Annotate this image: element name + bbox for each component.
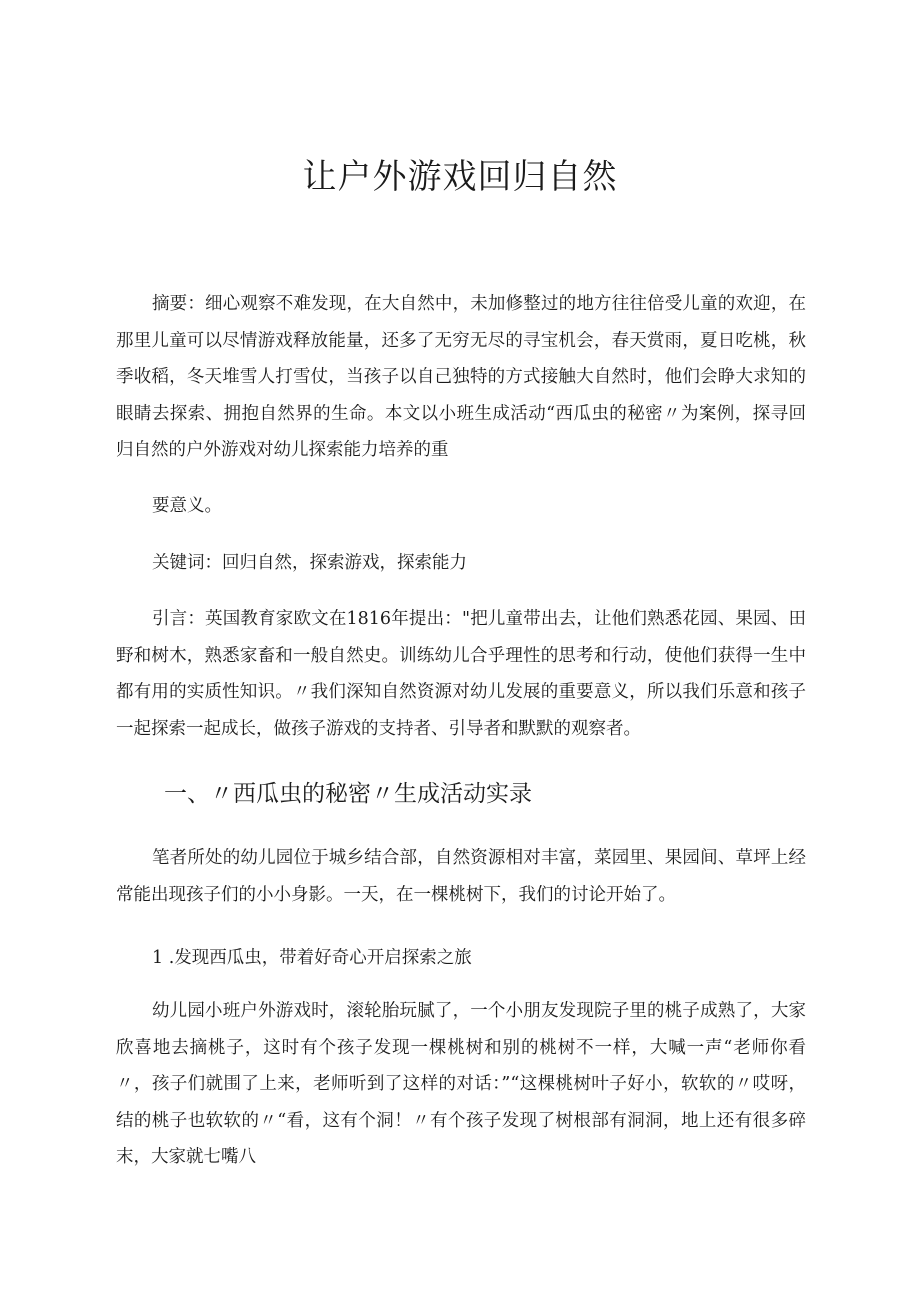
- introduction-paragraph: 引言：英国教育家欧文在1816年提出："把儿童带出去，让他们熟悉花园、果园、田野和树木，熟悉家畜和一般自然史。训练幼儿合乎理性的思考和行动，使他们获得一生中都有用的实质性知识。〃我们深知自然资源对幼儿发展的重要意义，所以我们乐意和孩子一起探索一起成长，做孩子游戏的支持者、引导者和默默的观察者。: [116, 609, 806, 739]
- document-title: 让户外游戏回归自然: [302, 157, 618, 197]
- keywords-line: 关键词：回归自然，探索游戏，探索能力: [152, 553, 467, 573]
- section-paragraph: 笔者所处的幼儿园位于城乡结合部，自然资源相对丰富，菜园里、果园间、草坪上经常能出现孩子们的小小身影。一天，在一棵桃树下，我们的讨论开始了。: [116, 848, 806, 905]
- subsection-heading: 1 .发现西瓜虫，带着好奇心开启探索之旅: [152, 948, 472, 968]
- section-heading: 一、〃西瓜虫的秘密〃生成活动实录: [164, 781, 532, 807]
- subsection-paragraph: 幼儿园小班户外游戏时，滚轮胎玩腻了，一个小朋友发现院子里的桃子成熟了，大家欣喜地去摘桃子，这时有个孩子发现一棵桃树和别的桃树不一样，大喊一声“老师你看〃，孩子们就围了上来，老师听到了这样的对话：”“这棵桃树叶子好小，软软的〃哎呀，结的桃子也软软的〃“看，这有个洞！〃有个孩子发现了树根部有洞洞，地上还有很多碎末，大家就七嘴八: [116, 1001, 806, 1168]
- abstract-paragraph: 摘要：细心观察不难发现，在大自然中，未加修整过的地方往往倍受儿童的欢迎，在那里儿童可以尽情游戏释放能量，还多了无穷无尽的寻宝机会，春天赏雨，夏日吃桃，秋季收稻，冬天堆雪人打雪仗，当孩子以自己独特的方式接触大自然时，他们会睁大求知的眼睛去探索、拥抱自然界的生命。本文以小班生成活动“西瓜虫的秘密〃为案例，探寻回归自然的户外游戏对幼儿探索能力培养的重: [116, 294, 806, 461]
- abstract-continued: 要意义。: [152, 496, 222, 516]
